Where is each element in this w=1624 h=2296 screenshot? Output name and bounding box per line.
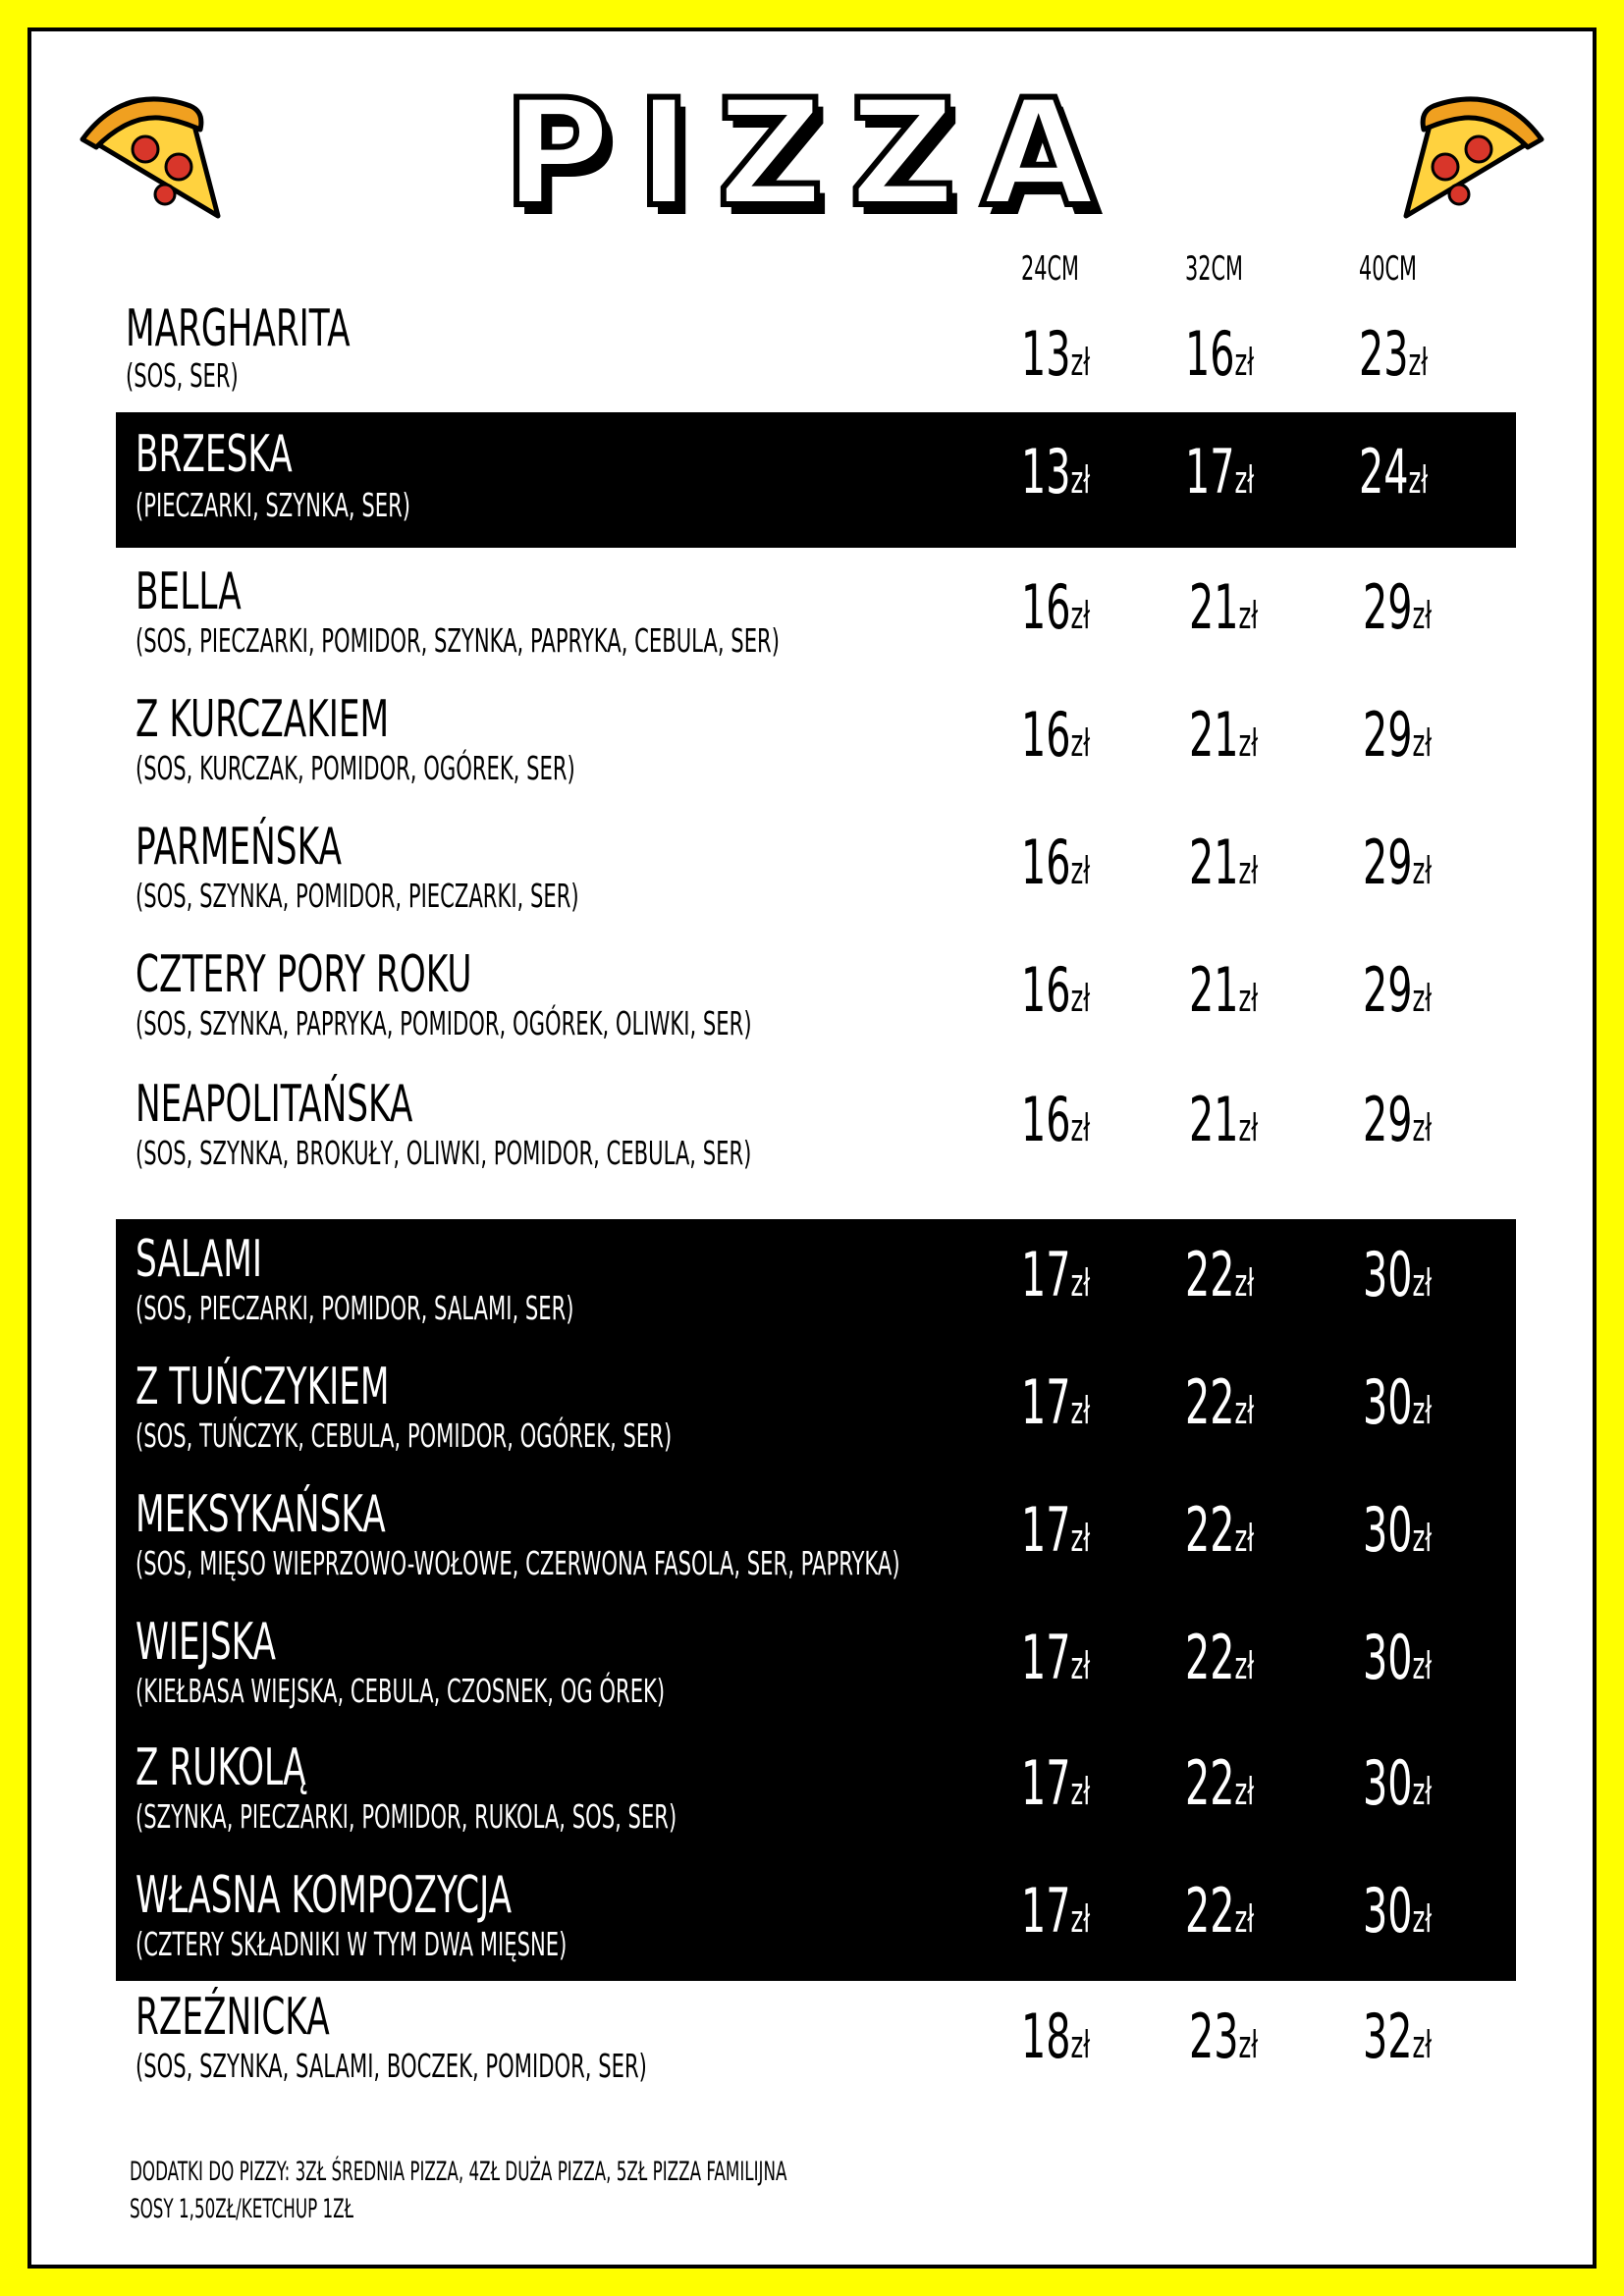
price-large: 29zł xyxy=(1363,827,1433,898)
price-large: 29zł xyxy=(1363,1084,1433,1155)
menu-section-dark xyxy=(116,412,1516,548)
pizza-name: PARMEŃSKA xyxy=(135,818,342,877)
pizza-name: BRZESKA xyxy=(135,425,293,484)
pizza-ingredients: (SZYNKA, PIECZARKI, POMIDOR, RUKOLA, SOS, SER) xyxy=(135,1797,677,1836)
price-large: 30zł xyxy=(1363,1366,1433,1438)
pizza-ingredients: (SOS, MIĘSO WIEPRZOWO-WOŁOWE, CZERWONA FASOLA, SER, PAPRYKA) xyxy=(135,1544,900,1582)
price-medium: 23zł xyxy=(1189,2001,1259,2072)
price-medium: 22zł xyxy=(1185,1494,1255,1566)
menu-section-light xyxy=(116,277,1516,424)
price-medium: 22zł xyxy=(1185,1747,1255,1819)
pizza-ingredients: (SOS, TUŃCZYK, CEBULA, POMIDOR, OGÓREK, SER) xyxy=(135,1416,673,1455)
pizza-name: Z RUKOLĄ xyxy=(135,1738,306,1797)
price-small: 16zł xyxy=(1021,699,1091,771)
price-medium: 21zł xyxy=(1189,1084,1259,1155)
price-large: 30zł xyxy=(1363,1875,1433,1947)
price-medium: 17zł xyxy=(1185,436,1255,507)
pizza-name: MARGHARITA xyxy=(126,299,351,358)
extras-note: DODATKI DO PIZZY: 3ZŁ ŚREDNIA PIZZA, 4ZŁ DUŻA PIZZA, 5ZŁ PIZZA FAMILIJNA xyxy=(130,2157,787,2187)
price-small: 17zł xyxy=(1021,1747,1091,1819)
size-header-large: 40CM xyxy=(1359,249,1417,289)
menu-section-dark xyxy=(116,1219,1516,1981)
pizza-ingredients: (SOS, SZYNKA, BROKUŁY, OLIWKI, POMIDOR, CEBULA, SER) xyxy=(135,1134,752,1172)
pizza-ingredients: (SOS, SZYNKA, PAPRYKA, POMIDOR, OGÓREK, OLIWKI, SER) xyxy=(135,1004,752,1042)
menu-page xyxy=(27,27,1597,2269)
pizza-ingredients: (KIEŁBASA WIEJSKA, CEBULA, CZOSNEK, OG ÓREK) xyxy=(135,1672,666,1710)
pizza-ingredients: (CZTERY SKŁADNIKI W TYM DWA MIĘSNE) xyxy=(135,1925,568,1963)
pizza-name: NEAPOLITAŃSKA xyxy=(135,1075,413,1134)
price-medium: 22zł xyxy=(1185,1239,1255,1310)
pizza-ingredients: (SOS, SZYNKA, POMIDOR, PIECZARKI, SER) xyxy=(135,877,579,915)
pizza-ingredients: (PIECZARKI, SZYNKA, SER) xyxy=(135,486,410,524)
sauces-note: SOSY 1,50ZŁ/KETCHUP 1ZŁ xyxy=(130,2194,354,2224)
price-small: 17zł xyxy=(1021,1239,1091,1310)
price-small: 13zł xyxy=(1021,436,1091,507)
price-large: 30zł xyxy=(1363,1494,1433,1566)
pizza-ingredients: (SOS, SZYNKA, SALAMI, BOCZEK, POMIDOR, SER) xyxy=(135,2047,647,2085)
price-large: 23zł xyxy=(1359,318,1429,390)
price-large: 30zł xyxy=(1363,1747,1433,1819)
page-title: PIZZA xyxy=(503,69,1121,240)
price-medium: 22zł xyxy=(1185,1875,1255,1947)
size-header-medium: 32CM xyxy=(1185,249,1243,289)
price-medium: 22zł xyxy=(1185,1622,1255,1693)
price-large: 24zł xyxy=(1359,436,1429,507)
price-medium: 22zł xyxy=(1185,1366,1255,1438)
pizza-ingredients: (SOS, PIECZARKI, POMIDOR, SZYNKA, PAPRYKA, CEBULA, SER) xyxy=(135,621,780,660)
pizza-name: Z TUŃCZYKIEM xyxy=(135,1358,390,1416)
price-large: 29zł xyxy=(1363,699,1433,771)
price-small: 16zł xyxy=(1021,1084,1091,1155)
price-large: 30zł xyxy=(1363,1239,1433,1310)
price-medium: 21zł xyxy=(1189,699,1259,771)
price-large: 30zł xyxy=(1363,1622,1433,1693)
menu-section-light xyxy=(116,1983,1516,2130)
pizza-ingredients: (SOS, KURCZAK, POMIDOR, OGÓREK, SER) xyxy=(135,749,575,787)
menu-section-light xyxy=(116,550,1516,1243)
pizza-name: WIEJSKA xyxy=(135,1613,277,1672)
pizza-name: CZTERY PORY ROKU xyxy=(135,945,472,1004)
price-medium: 21zł xyxy=(1189,827,1259,898)
price-small: 17zł xyxy=(1021,1494,1091,1566)
pizza-name: MEKSYKAŃSKA xyxy=(135,1485,386,1544)
price-small: 16zł xyxy=(1021,571,1091,643)
price-small: 17zł xyxy=(1021,1622,1091,1693)
price-small: 17zł xyxy=(1021,1875,1091,1947)
price-small: 16zł xyxy=(1021,827,1091,898)
pizza-ingredients: (SOS, PIECZARKI, POMIDOR, SALAMI, SER) xyxy=(135,1289,574,1327)
pizza-name: Z KURCZAKIEM xyxy=(135,690,390,749)
pizza-ingredients: (SOS, SER) xyxy=(126,356,239,395)
price-small: 16zł xyxy=(1021,954,1091,1026)
price-medium: 21zł xyxy=(1189,954,1259,1026)
price-large: 29zł xyxy=(1363,954,1433,1026)
price-large: 29zł xyxy=(1363,571,1433,643)
pizza-name: RZEŹNICKA xyxy=(135,1988,330,2047)
pizza-name: BELLA xyxy=(135,562,242,621)
price-small: 13zł xyxy=(1021,318,1091,390)
pizza-name: WŁASNA KOMPOZYCJA xyxy=(135,1866,513,1925)
price-medium: 21zł xyxy=(1189,571,1259,643)
pizza-name: SALAMI xyxy=(135,1230,263,1289)
price-small: 17zł xyxy=(1021,1366,1091,1438)
size-header-small: 24CM xyxy=(1021,249,1079,289)
price-medium: 16zł xyxy=(1185,318,1255,390)
price-small: 18zł xyxy=(1021,2001,1091,2072)
price-large: 32zł xyxy=(1363,2001,1433,2072)
